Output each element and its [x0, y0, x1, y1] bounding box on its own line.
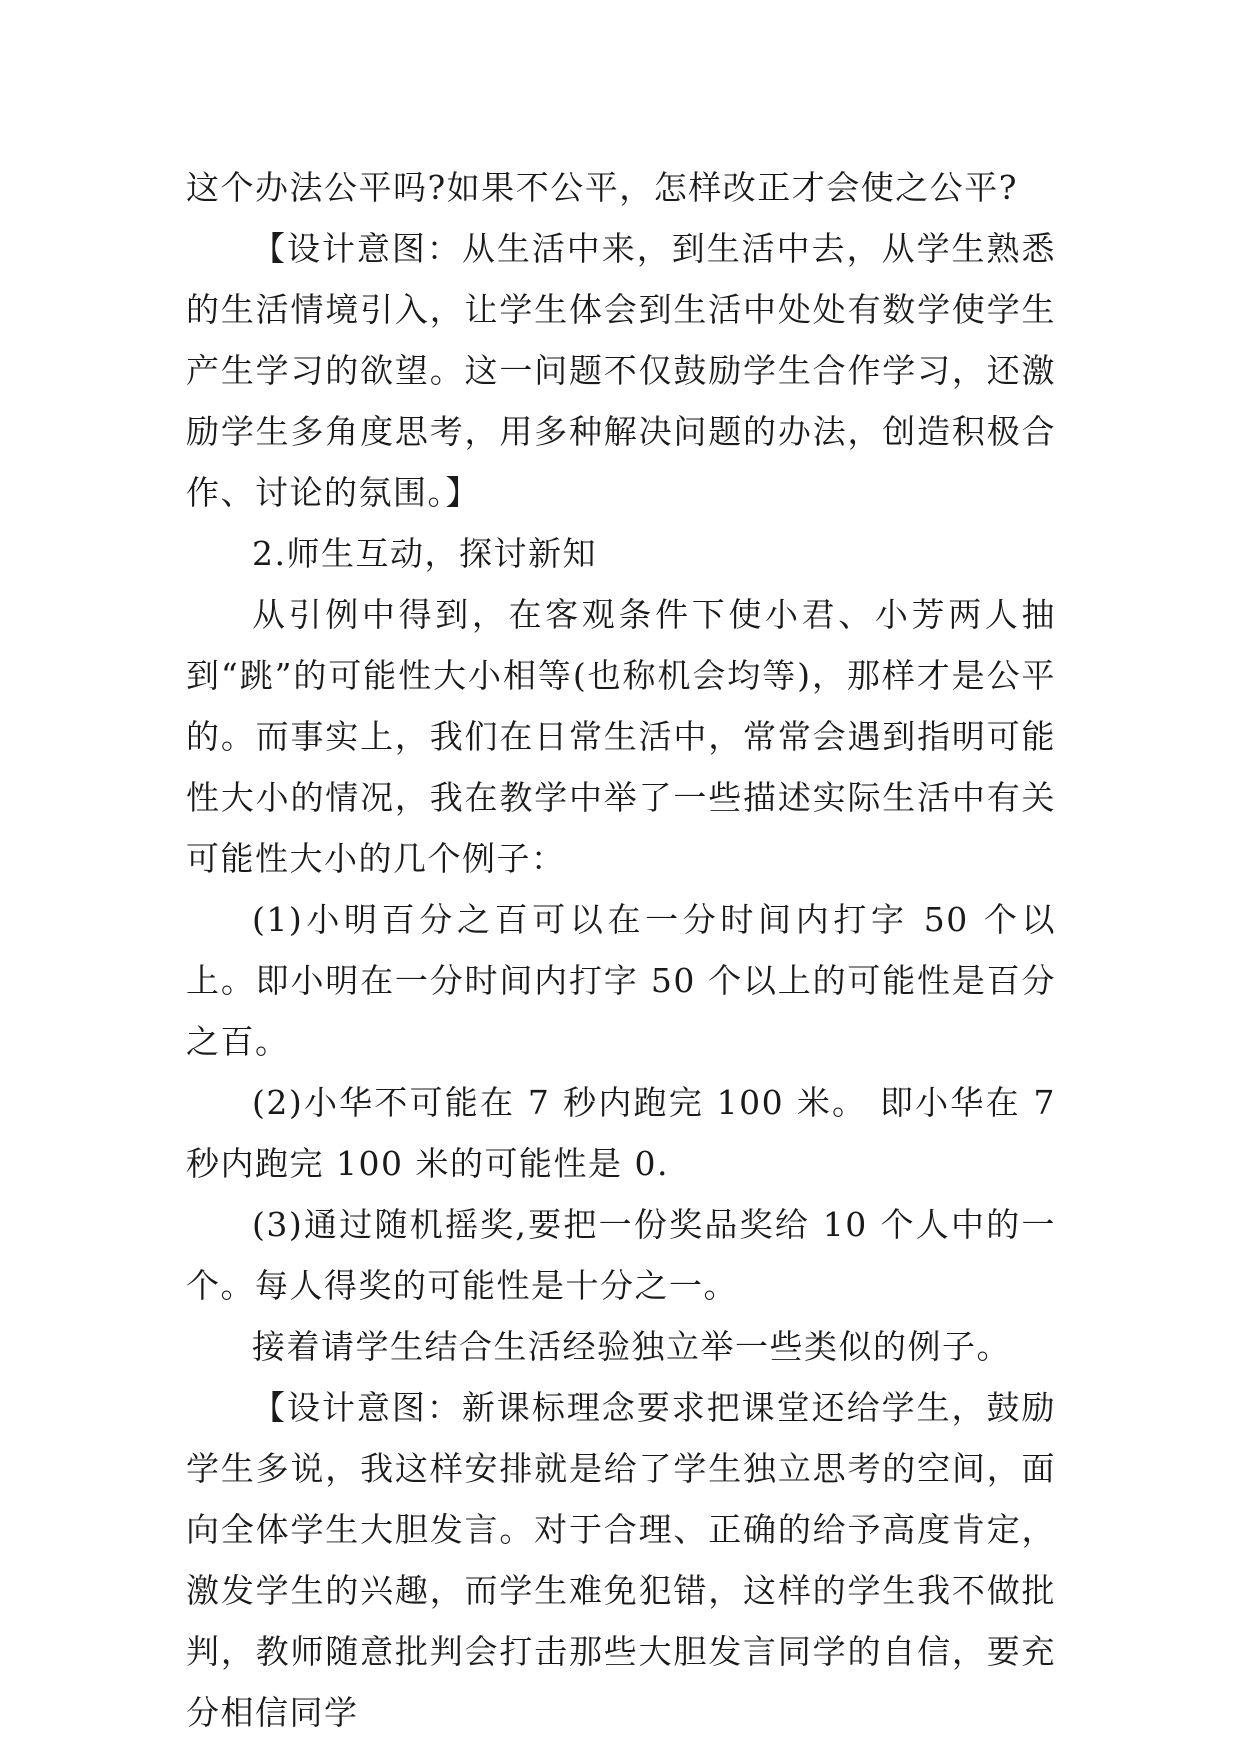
paragraph-student-examples: 接着请学生结合生活经验独立举一些类似的例子。: [252, 1327, 1011, 1366]
section-heading-teacher-student-interaction: 2.师生互动，探讨新知: [252, 534, 597, 573]
paragraph-introduction: 从引例中得到，在客观条件下使小君、小芳两人抽到“跳”的可能性大小相等(也称机会均等)，那样才是公平的。而事实上，我们在日常生活中，常常会遇到指明可能性大小的情况，我在教学中举了一些描述实际生活中有关可能性大小的几个例子：: [186, 595, 1056, 878]
paragraph-question: 这个办法公平吗?如果不公平，怎样改正才会使之公平?: [186, 168, 1018, 207]
paragraph-design-intent-1: 【设计意图：从生活中来，到生活中去，从学生熟悉的生活情境引入，让学生体会到生活中处处有数学使学生产生学习的欲望。这一问题不仅鼓励学生合作学习，还激励学生多角度思考，用多种解决问题的办法，创造积极合作、讨论的氛围。】: [186, 229, 1056, 512]
example-item-3: (3)通过随机摇奖,要把一份奖品奖给 10 个人中的一个。每人得奖的可能性是十分之一。: [186, 1205, 1056, 1305]
document-body: [186, 157, 1056, 1743]
example-item-2: (2)小华不可能在 7 秒内跑完 100 米。 即小华在 7 秒内跑完 100 米的可能性是 0.: [186, 1083, 1056, 1183]
paragraph-design-intent-2: 【设计意图：新课标理念要求把课堂还给学生，鼓励学生多说，我这样安排就是给了学生独立思考的空间，面向全体学生大胆发言。对于合理、正确的给予高度肯定，激发学生的兴趣，而学生难免犯错，这样的学生我不做批判，教师随意批判会打击那些大胆发言同学的自信，要充分相信同学: [186, 1388, 1056, 1732]
example-item-1: (1)小明百分之百可以在一分时间内打字 50 个以上。即小明在一分时间内打字 50 个以上的可能性是百分之百。: [186, 900, 1056, 1061]
